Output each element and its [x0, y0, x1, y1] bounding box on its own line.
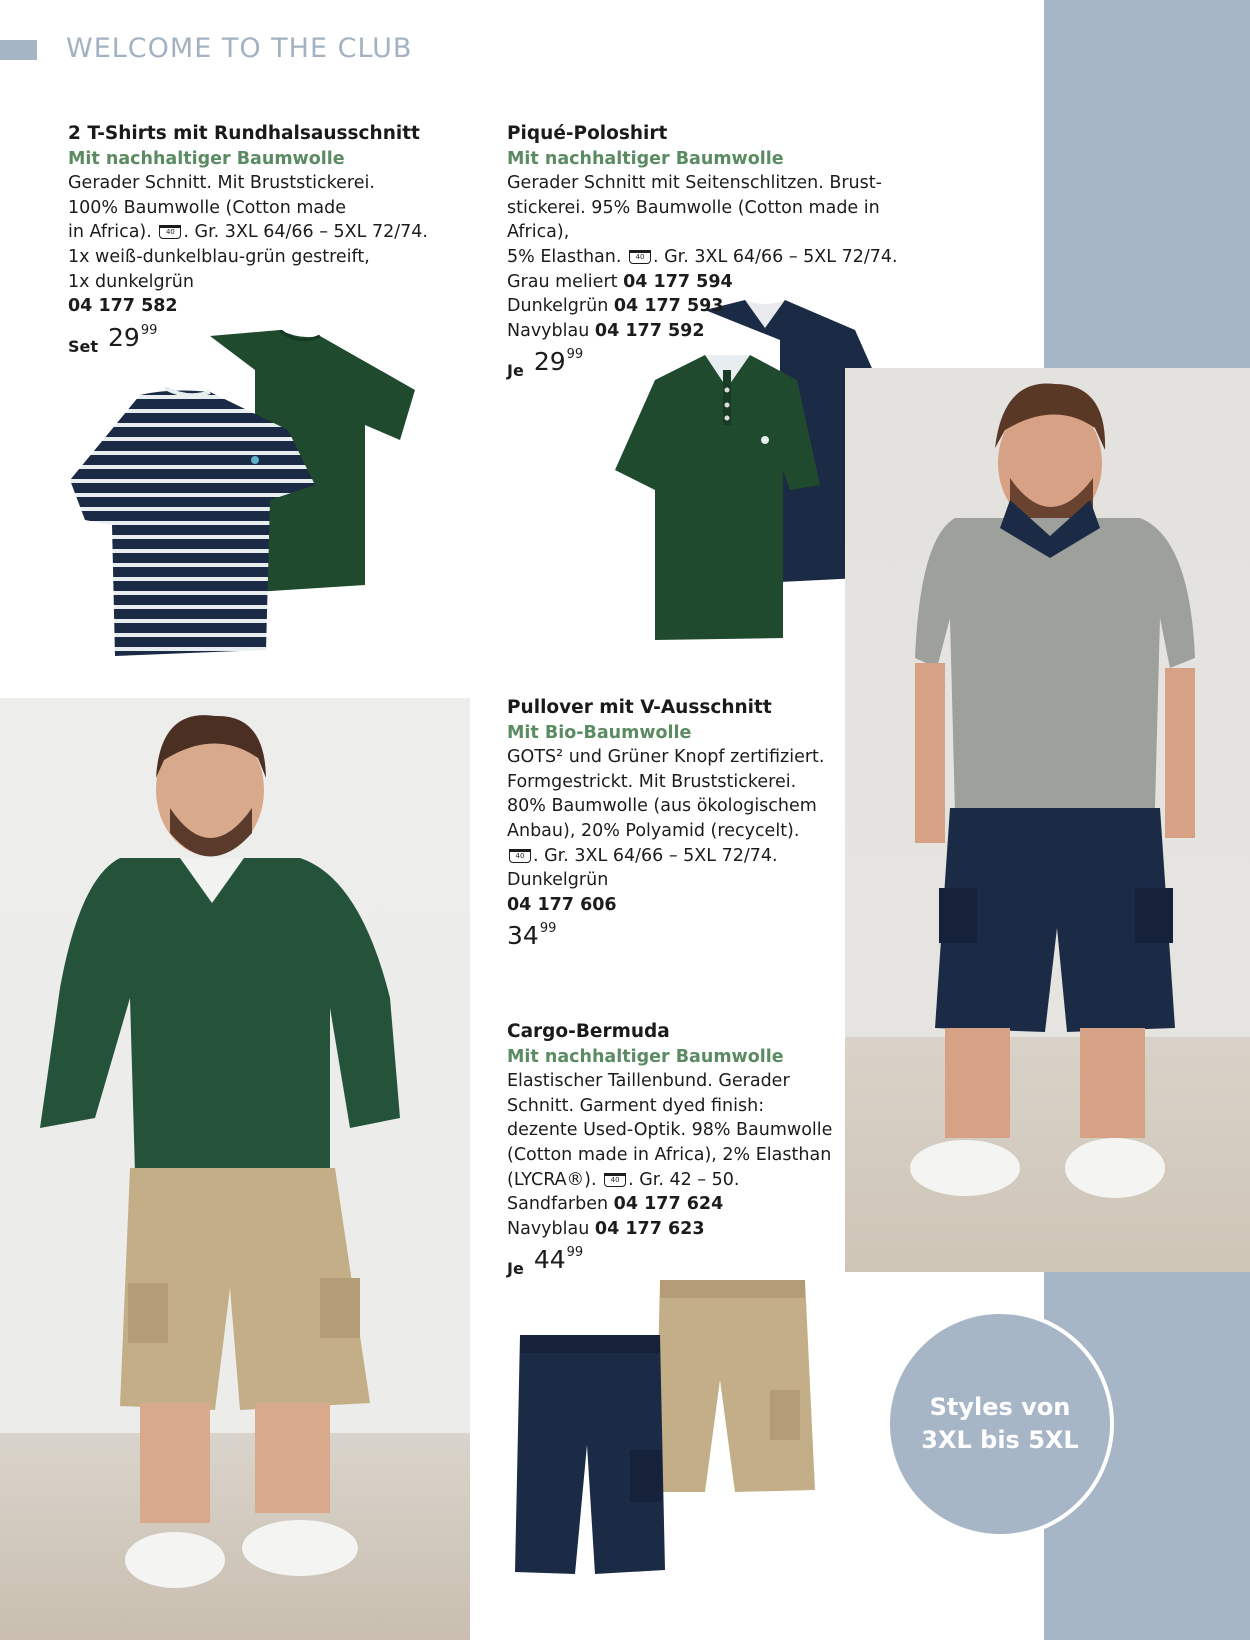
wash-40-icon: 40 [604, 1173, 626, 1187]
header-accent-bar [0, 40, 37, 60]
product-subtitle: Mit Bio-Baumwolle [507, 722, 692, 743]
product-description-line: Elastischer Taillenbund. Gerader [507, 1071, 790, 1092]
product-description-line: Dunkelgrün [507, 870, 609, 891]
product-subtitle: Mit nachhaltiger Baumwolle [507, 1046, 784, 1067]
size-range-badge [886, 1310, 1114, 1538]
product-description-line: Formgestrickt. Mit Bruststickerei. [507, 771, 797, 792]
cargo-bermuda-image [515, 1280, 815, 1580]
product-description-line: (LYCRA®). 40 . Gr. 42 – 50. [507, 1169, 740, 1190]
page-title: WELCOME TO THE CLUB [66, 33, 413, 64]
badge-line: 3XL bis 5XL [921, 1426, 1079, 1454]
product-description-line: Gerader Schnitt mit Seitenschlitzen. Brust- [507, 173, 882, 194]
product-price: Set 29 99 [68, 322, 158, 356]
product-title: Cargo-Bermuda [507, 1021, 670, 1042]
product-description-line: 40 . Gr. 3XL 64/66 – 5XL 72/74. [507, 844, 837, 869]
variant-row: Dunkelgrün 04 177 593 [507, 296, 724, 317]
wash-40-icon: 40 [159, 225, 181, 239]
product-description-line: dezente Used-Optik. 98% Baumwolle [507, 1120, 833, 1141]
product-description-line: (Cotton made in Africa), 2% Elasthan [507, 1144, 832, 1165]
variant-row: Navyblau 04 177 623 [507, 1218, 705, 1239]
product-description-line: 100% Baumwolle (Cotton made [68, 197, 347, 218]
product-bermuda [507, 1020, 837, 1282]
article-number: 04 177 606 [507, 894, 617, 915]
product-price: Je 29 99 [507, 347, 584, 381]
product-description-line: Schnitt. Garment dyed finish: [507, 1095, 765, 1116]
product-subtitle: Mit nachhaltiger Baumwolle [68, 148, 345, 169]
product-title: 2 T-Shirts mit Rundhalsausschnitt [68, 123, 420, 144]
product-pullover [507, 696, 837, 951]
product-price: 34 99 [507, 921, 557, 951]
wash-40-icon: 40 [509, 849, 531, 863]
product-description-line: Anbau), 20% Polyamid (recycelt). [507, 820, 800, 841]
wash-40-icon: 40 [629, 250, 651, 264]
product-description-line: GOTS² und Grüner Knopf zertifiziert. [507, 747, 825, 768]
badge-line: Styles von [929, 1393, 1071, 1421]
product-description-line: Gerader Schnitt. Mit Bruststickerei. [68, 173, 375, 194]
product-description-line: in Africa). 40 . Gr. 3XL 64/66 – 5XL 72/74. [68, 222, 428, 243]
model-photo-pullover [0, 698, 470, 1640]
product-description-line: 5% Elasthan. 40 . Gr. 3XL 64/66 – 5XL 72/74. [507, 246, 898, 267]
product-description-line: stickerei. 95% Baumwolle (Cotton made in Africa), [507, 197, 880, 243]
product-price: Je 44 99 [507, 1245, 584, 1279]
tshirt-set-image [70, 330, 420, 660]
article-number: 04 177 582 [68, 296, 178, 317]
variant-row: Navyblau 04 177 592 [507, 320, 705, 341]
product-title: Piqué-Poloshirt [507, 123, 668, 144]
product-polo [507, 122, 927, 384]
variant-row: Sandfarben 04 177 624 [507, 1194, 724, 1215]
product-description-line: 1x weiß-dunkelblau-grün gestreift, [68, 246, 370, 267]
product-description-line: 1x dunkelgrün [68, 271, 194, 292]
decor-band-top [1044, 0, 1250, 368]
variant-row: Grau meliert 04 177 594 [507, 271, 733, 292]
product-tshirts [68, 122, 468, 359]
product-subtitle: Mit nachhaltiger Baumwolle [507, 148, 784, 169]
model-photo-polo [845, 368, 1250, 1272]
product-description-line: 80% Baumwolle (aus ökologischem [507, 796, 817, 817]
product-title: Pullover mit V-Ausschnitt [507, 697, 772, 718]
